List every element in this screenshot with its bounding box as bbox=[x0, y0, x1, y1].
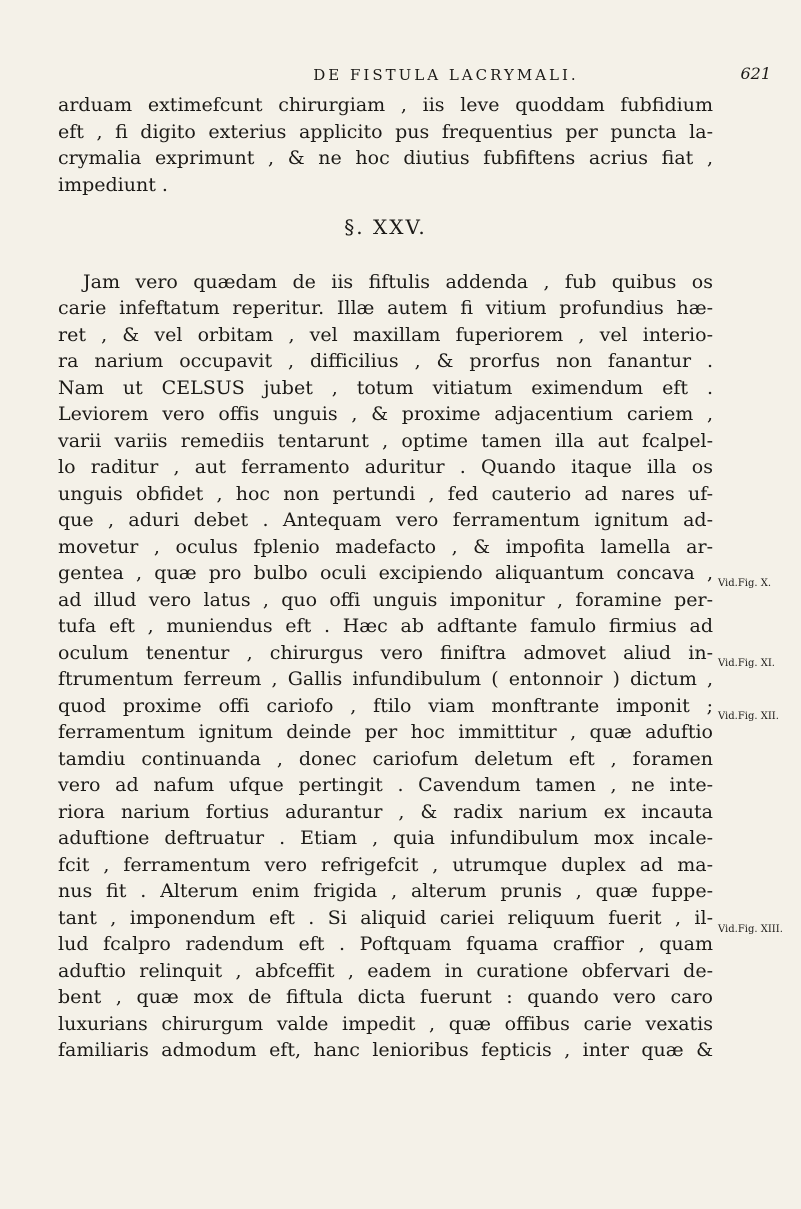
text-line: Leviorem vero offis unguis , & proxime adjacentium cariem , bbox=[58, 403, 713, 425]
text-line: vero ad nafum ufque pertingit . Cavendum tamen , ne inte- bbox=[58, 774, 713, 796]
text-line: fcit , ferramentum vero refrigefcit , utrumque duplex ad ma- bbox=[58, 853, 713, 876]
text-line: luxurians chirurgum valde impedit , quæ offibus carie vexatis bbox=[58, 1012, 713, 1035]
text-line: tamdiu continuanda , donec cariofum deletum eft , foramen bbox=[58, 747, 713, 770]
text-line: unguis obfidet , hoc non pertundi , fed cauterio ad nares uf- bbox=[58, 482, 713, 505]
margin-note: Vid.Fig. XI. bbox=[718, 658, 775, 669]
text-line: ferramentum ignitum deinde per hoc immittitur , quæ aduftio bbox=[58, 721, 713, 743]
text-line: lud fcalpro radendum eft . Poftquam fquama craffior , quam bbox=[58, 933, 713, 955]
text-line: ra narium occupavit , difficilius , & prorfus non fanantur . bbox=[58, 350, 713, 372]
text-line: aduftione deftruatur . Etiam , quia infundibulum mox incale- bbox=[58, 827, 713, 849]
text-line: oculum tenentur , chirurgus vero finiftra admovet aliud in- bbox=[58, 641, 713, 664]
text-line: crymalia exprimunt , & ne hoc diutius fubfiftens acrius fiat , bbox=[58, 147, 713, 169]
text-line: lo raditur , aut ferramento aduritur . Quando itaque illa os bbox=[58, 456, 713, 478]
running-title: DE FISTULA LACRYMALI. bbox=[313, 66, 579, 84]
text-block bbox=[58, 92, 713, 1064]
text-line: que , aduri debet . Antequam vero ferramentum ignitum ad- bbox=[58, 509, 713, 531]
text-line: riora narium fortius adurantur , & radix narium ex incauta bbox=[58, 800, 713, 823]
text-line: Nam ut CELSUS jubet , totum vitiatum eximendum eft . bbox=[58, 376, 713, 399]
margin-note: Vid.Fig. X. bbox=[718, 578, 772, 589]
text-line: eft , fi digito exterius applicito pus frequentius per puncta la- bbox=[58, 120, 713, 143]
text-line: gentea , quæ pro bulbo oculi excipiendo aliquantum concava , bbox=[58, 562, 713, 584]
section-heading: §. XXV. bbox=[344, 215, 427, 239]
text-line: movetur , oculus fplenio madefacto , & impofita lamella ar- bbox=[58, 535, 713, 558]
text-line: quod proxime offi cariofo , ftilo viam monftrante imponit ; bbox=[58, 694, 713, 717]
text-line: carie infeftatum reperitur. Illæ autem fi vitium profundius hæ- bbox=[58, 297, 713, 319]
margin-note: Vid.Fig. XII. bbox=[718, 711, 779, 722]
text-line: ftrumentum ferreum , Gallis infundibulum ( entonnoir ) dictum , bbox=[58, 668, 713, 690]
text-line: aduftio relinquit , abfceffit , eadem in curatione obfervari de- bbox=[58, 959, 713, 982]
margin-note: Vid.Fig. XIII. bbox=[718, 924, 783, 935]
page-number: 621 bbox=[740, 64, 771, 83]
text-line: tant , imponendum eft . Si aliquid cariei reliquum fuerit , il- bbox=[58, 906, 713, 929]
text-line: arduam extimefcunt chirurgiam , iis leve quoddam fubfidium bbox=[58, 94, 713, 116]
running-head bbox=[0, 66, 801, 92]
text-line: bent , quæ mox de fiftula dicta fuerunt : quando vero caro bbox=[58, 986, 713, 1008]
text-line: tufa eft , muniendus eft . Hæc ab adftante famulo firmius ad bbox=[58, 615, 713, 637]
text-line: nus fit . Alterum enim frigida , alterum prunis , quæ fuppe- bbox=[58, 880, 713, 902]
text-line: varii variis remediis tentarunt , optime tamen illa aut fcalpel- bbox=[58, 429, 713, 452]
text-line: impediunt . bbox=[58, 173, 168, 196]
text-line: familiaris admodum eft, hanc lenioribus fepticis , inter quæ & bbox=[58, 1039, 713, 1061]
text-line: ad illud vero latus , quo offi unguis imponitur , foramine per- bbox=[58, 588, 713, 611]
text-line: ret , & vel orbitam , vel maxillam fuperiorem , vel interio- bbox=[58, 323, 713, 346]
text-line: Jam vero quædam de iis fiftulis addenda , fub quibus os bbox=[83, 270, 713, 293]
